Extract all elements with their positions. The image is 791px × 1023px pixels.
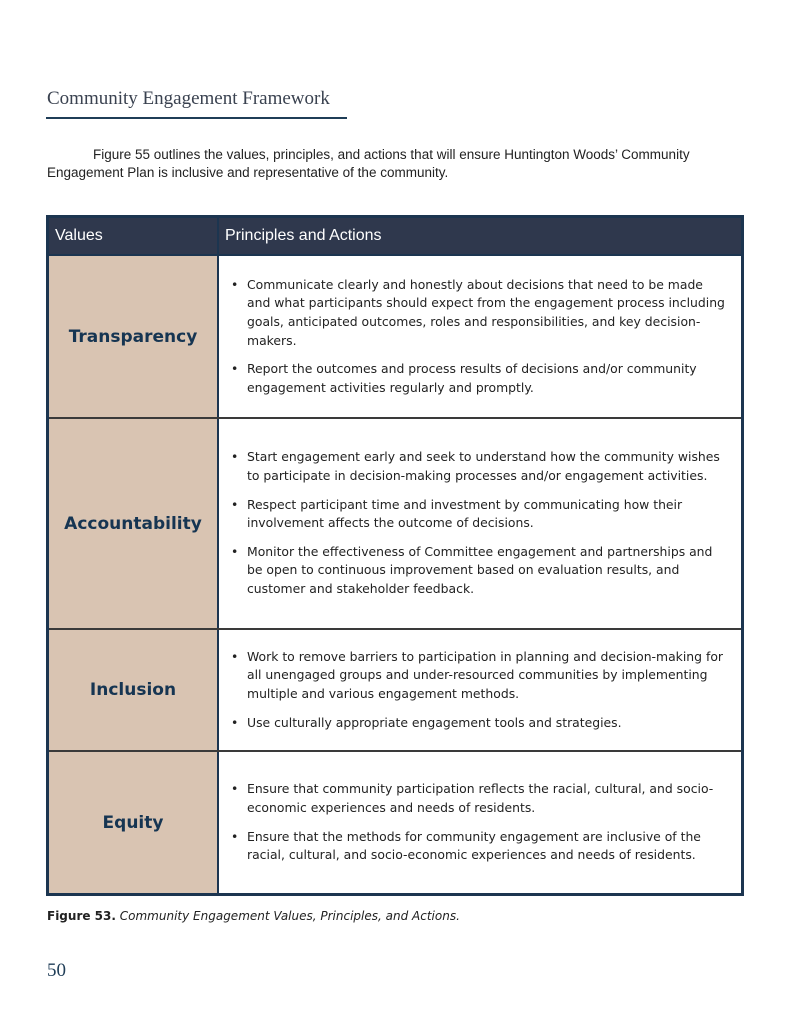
actions-list [229, 448, 729, 598]
action-text: Respect participant time and investment by communicating how their involvement affects the outcome of decisions. [247, 496, 683, 531]
list-item [229, 276, 729, 350]
action-text: Start engagement early and seek to understand how the community wishes to participate in decision-making processes and/or engagement activities. [247, 449, 720, 484]
section-title: Community Engagement Framework [47, 88, 330, 109]
bullet-icon: • [231, 361, 239, 377]
caption-label: Figure 53. [47, 909, 116, 923]
column-header-principles: Principles and Actions [218, 218, 741, 255]
action-text: Ensure that the methods for community engagement are inclusive of the racial, cultural, and socio-economic experiences and needs of residents. [247, 828, 701, 863]
list-item [229, 360, 729, 397]
figure-caption [47, 909, 460, 923]
bullet-icon: • [231, 648, 239, 664]
bullet-icon: • [231, 543, 239, 559]
list-item [229, 714, 729, 733]
value-cell: Transparency [49, 255, 218, 418]
action-text: Monitor the effectiveness of Committee engagement and partnerships and be open to continuous improvement based on evaluation results, and customer and stakeholder feedback. [247, 543, 713, 596]
page-number: 50 [47, 960, 66, 981]
actions-cell [218, 255, 741, 418]
bullet-icon: • [231, 781, 239, 797]
list-item [229, 543, 729, 599]
actions-list [229, 276, 729, 398]
list-item [229, 496, 729, 533]
table-row [49, 751, 741, 893]
list-item [229, 780, 729, 817]
list-item [229, 648, 729, 704]
value-cell: Accountability [49, 418, 218, 629]
action-text: Ensure that community participation reflects the racial, cultural, and socio-economic experiences and needs of residents. [247, 781, 714, 815]
actions-cell [218, 629, 741, 751]
actions-list [229, 648, 729, 732]
list-item [229, 828, 729, 865]
action-text: Communicate clearly and honestly about decisions that need to be made and what participants should expect from the engagement process including goals, anticipated outcomes, roles and responsibilities, and key decision-makers. [247, 276, 725, 348]
list-item [229, 448, 729, 485]
table-body [49, 255, 741, 893]
values-table-frame [46, 215, 744, 896]
values-table [49, 218, 741, 893]
table-header-row [49, 218, 741, 255]
action-text: Use culturally appropriate engagement tools and strategies. [247, 714, 622, 730]
actions-cell [218, 418, 741, 629]
bullet-icon: • [231, 828, 239, 844]
value-cell: Inclusion [49, 629, 218, 751]
action-text: Work to remove barriers to participation in planning and decision-making for all unengaged groups and under-resourced communities by implementing multiple and various engagement methods. [247, 648, 723, 701]
actions-cell [218, 751, 741, 893]
bullet-icon: • [231, 496, 239, 512]
column-header-values: Values [49, 218, 218, 255]
bullet-icon: • [231, 276, 239, 292]
action-text: Report the outcomes and process results of decisions and/or community engagement activities regularly and promptly. [247, 361, 697, 395]
table-row [49, 255, 741, 418]
title-underline [46, 117, 347, 119]
table-row [49, 418, 741, 629]
bullet-icon: • [231, 449, 239, 465]
bullet-icon: • [231, 714, 239, 730]
intro-paragraph: Figure 55 outlines the values, principles, and actions that will ensure Huntington Woods’ Community Engagement Plan is inclusive and representative of the community. [47, 147, 690, 180]
value-cell: Equity [49, 751, 218, 893]
table-row [49, 629, 741, 751]
caption-text: Community Engagement Values, Principles, and Actions. [119, 909, 460, 923]
actions-list [229, 780, 729, 864]
